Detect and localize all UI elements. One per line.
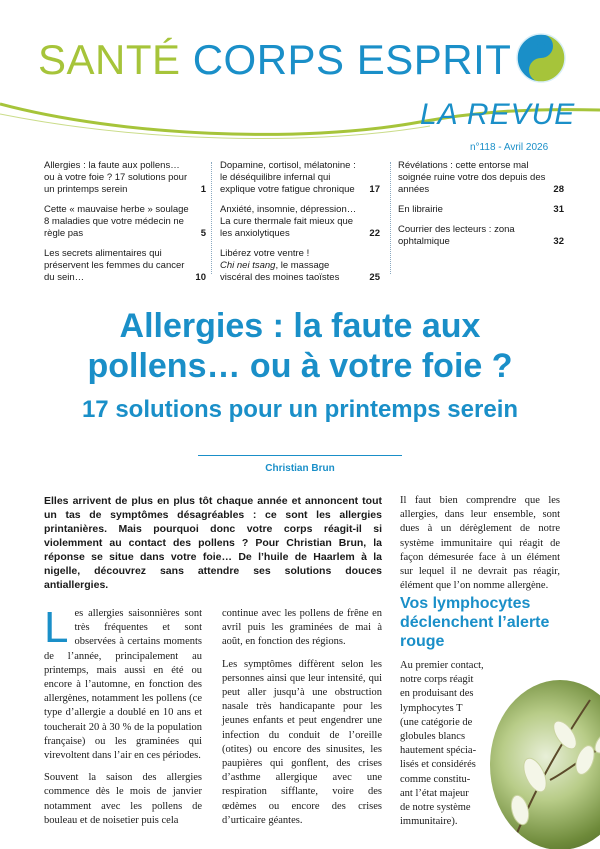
brand-word-corps-esprit: CORPS ESPRIT [192,36,512,83]
toc-item-text: Cette « mauvaise herbe » soulage 8 maladies que votre médecin ne règle pas [44,204,189,239]
text-line: globules blancs [400,731,466,743]
toc-column-3 [398,160,564,256]
toc-item-text: En librairie [398,204,443,215]
headline-rule [198,455,402,456]
body-column-3 [400,494,560,601]
yin-yang-logo-icon [515,32,567,84]
revue-subtitle: LA REVUE [420,98,576,131]
text-line: hautement spécia- [400,745,477,757]
text-line: en produisant des [400,688,474,700]
toc-item[interactable] [220,248,380,284]
toc-item-text: Révélations : cette entorse mal soignée ruine votre dos depuis des années [398,160,546,195]
text-line: (une catégorie de [400,716,473,728]
toc-item-text: , le massage viscéral des moines taoïstes [220,260,340,283]
toc-page-number: 28 [553,184,564,195]
body-column-2 [222,607,382,836]
text-line: Au premier contact, [400,660,484,671]
text-line: de notre système [400,802,471,814]
toc-item-italic: Chi nei tsang [220,260,276,271]
drop-cap: L [44,603,69,652]
toc-item[interactable] [398,160,564,196]
toc-item[interactable] [398,224,564,248]
masthead [0,0,600,160]
toc-item-text: Les secrets alimentaires qui préservent les femmes du cancer du sein… [44,248,185,283]
table-of-contents [44,160,564,283]
text-line: comme constitu- [400,773,471,785]
toc-page-number: 10 [195,272,206,283]
article-headline [20,306,580,426]
text-line: lisés et considérés [400,759,476,771]
toc-item[interactable] [44,248,206,284]
issue-number: n°118 - Avril 2026 [470,142,549,153]
toc-item-text: Dopamine, cortisol, mélatonine : le déséquilibre infernal qui explique votre fatigue chronique [220,160,356,195]
text-line: lymphocytes T [400,702,463,714]
toc-item-text: Libérez votre ventre ! [220,248,310,259]
body-paragraph: Souvent la saison des allergies commence dès le mois de janvier notamment avec les pollens de bouleau et de noisetier puis cela [44,772,202,826]
toc-item[interactable] [44,204,206,240]
toc-page-number: 17 [369,184,380,195]
toc-item-text: Allergies : la faute aux pollens… ou à votre foie ? 17 solutions pour un printemps serein [44,160,188,195]
toc-page-number: 1 [200,184,206,195]
brand-word-sante: SANTÉ [38,36,181,83]
toc-item[interactable] [220,160,380,196]
headline-line-2: pollens… ou à votre foie ? [87,347,513,385]
author-byline: Christian Brun [265,463,335,474]
article-intro: Elles arrivent de plus en plus tôt chaque année et annoncent tout un tas de symptômes désagréables : ce sont les allergies printanières. Mais pourquoi donc votre corps réagit-il si violemment au contact des pollens ? Pour Christian Brun, la réponse se situe dans votre foie… De l’huile de Haarlem à la nigelle, découvrez sans attendre ses solutions douces antiallergies. [44,495,382,591]
text-line: notre corps réagit [400,674,474,686]
toc-item[interactable] [398,204,564,216]
body-paragraph: continue avec les pollens de frêne en avril puis les graminées de mai à août, en fonction des régions. [222,608,382,648]
toc-divider [390,162,391,274]
text-line: immunitaire). [400,816,458,828]
toc-page-number: 25 [369,272,380,283]
toc-item[interactable] [44,160,206,196]
toc-page-number: 5 [200,228,206,239]
text-line: ant l’état majeur [400,787,469,799]
paragraph-text: es allergies saisonnières sont très fréquentes et sont observées à certains moments de l’année, principalement au printemps, mais aussi en été ou encore à l’automne, en fonction des allergènes, notamment les pollens (ce type d’allergie a doublé en 10 ans et toucherait 20 à 30 % de la population française) ou les graminées qui virevoltent dans l’air en ces périodes. [44,608,202,762]
body-column-1 [44,603,202,836]
body-paragraph: Il faut bien comprendre que les allergies, dans leur ensemble, sont dues à un dérèglement de notre système immunitaire qui réagit de façon démesurée face à un élément sur lequel il ne devrait pas réagir, élément que l’on nomme allergène. [400,495,560,592]
toc-page-number: 31 [553,204,564,215]
section-subheading: Vos lymphocytes déclenchent l’alerte rouge [400,595,550,650]
body-column-3-continued [400,659,560,829]
toc-item-text: Courrier des lecteurs : zona ophtalmique [398,224,515,247]
toc-page-number: 22 [369,228,380,239]
toc-item[interactable] [220,204,380,240]
body-paragraph [44,603,202,763]
body-paragraph: Les symptômes diffèrent selon les personnes ainsi que leur intensité, qui peut aller jusqu’à une obstruction nasale très handicapante pour les jeunes enfants et peut engendrer une infection du conduit de l’oreille (otites) ou encore des sinusites, les paupières qui gonflent, des crises d’asthme allergique avec une respiration sifflante, voire des œdèmes ou encore des crises d’urticaire géantes. [222,658,382,826]
toc-column-2 [220,160,380,292]
toc-column-1 [44,160,206,292]
headline-line-1: Allergies : la faute aux [119,307,481,345]
brand-title [38,36,511,84]
toc-item-text: Anxiété, insomnie, dépression… La cure thermale fait mieux que les anxiolytiques [220,204,357,239]
headline-subtitle: 17 solutions pour un printemps serein [81,396,519,423]
toc-page-number: 32 [553,236,564,247]
toc-divider [211,162,212,274]
